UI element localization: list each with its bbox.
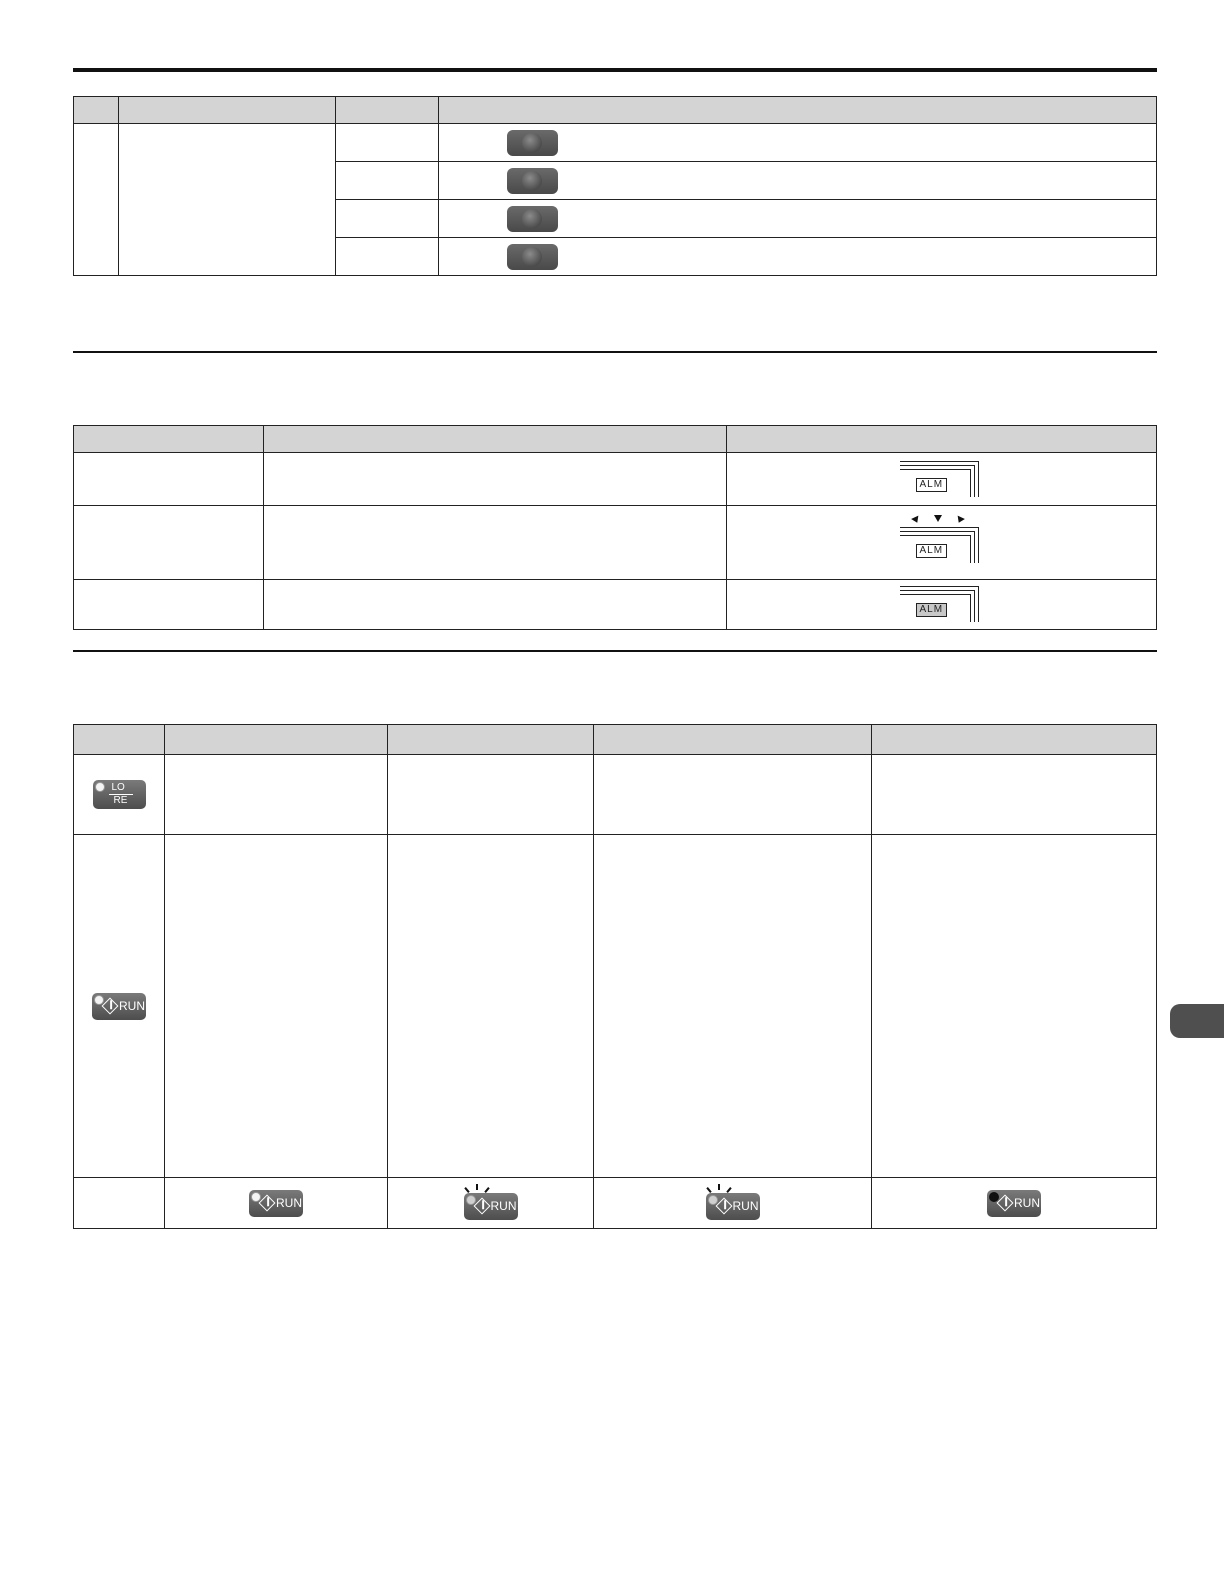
key-table-function-cell	[439, 200, 1157, 238]
alm-table-header-content	[264, 426, 727, 453]
led-icon	[94, 995, 104, 1005]
key-table-function-cell	[439, 124, 1157, 162]
lore-led-cell	[74, 755, 165, 835]
key-table-header-key	[336, 97, 439, 124]
section-rule	[73, 351, 1157, 353]
key-table-function-cell	[439, 162, 1157, 200]
alm-table-header-state	[74, 426, 264, 453]
run-off-cell	[872, 835, 1157, 1178]
led-table-header-flashing	[388, 725, 594, 755]
example-on-cell	[165, 1178, 388, 1229]
key-table-header-no	[74, 97, 119, 124]
lo-re-button[interactable]: $\frac{LO}{RE}$	[93, 780, 146, 809]
key-table-function-cell	[439, 238, 1157, 276]
example-flashing-quickly-cell	[594, 1178, 872, 1229]
led-table-header-on	[165, 725, 388, 755]
key-table	[73, 96, 1157, 276]
key-table-key-cell	[336, 238, 439, 276]
alm-led-table	[73, 425, 1157, 630]
example-off-cell	[872, 1178, 1157, 1229]
run-led-flashing-icon: RUN	[464, 1193, 518, 1220]
example-flashing-cell	[388, 1178, 594, 1229]
run-flashing-quickly-cell	[594, 835, 872, 1178]
run-on-cell	[165, 835, 388, 1178]
run-flashing-cell	[388, 835, 594, 1178]
gray-key-button-icon[interactable]	[507, 244, 558, 270]
lore-on-cell	[165, 755, 388, 835]
alm-illustration-cell	[727, 453, 1157, 506]
alm-illustration-cell	[727, 506, 1157, 580]
key-table-name-cell	[119, 124, 336, 276]
lore-flashing-cell	[388, 755, 594, 835]
key-table-key-cell	[336, 162, 439, 200]
alm-light-off-icon: ALM	[900, 582, 984, 622]
section-rule	[73, 650, 1157, 652]
gray-key-button-icon[interactable]	[507, 130, 558, 156]
run-led-off-icon: RUN	[987, 1190, 1041, 1217]
gray-key-button-icon[interactable]	[507, 168, 558, 194]
run-led-on-icon: RUN	[249, 1190, 303, 1217]
gray-key-button-icon[interactable]	[507, 206, 558, 232]
key-table-key-cell	[336, 124, 439, 162]
alm-content-cell	[264, 506, 727, 580]
key-table-header-name	[119, 97, 336, 124]
led-table-header-led	[74, 725, 165, 755]
alm-state-cell	[74, 580, 264, 630]
alm-state-cell	[74, 453, 264, 506]
lore-off-cell	[872, 755, 1157, 835]
run-led-table	[73, 724, 1157, 1229]
key-table-key-cell	[336, 200, 439, 238]
alm-content-cell	[264, 580, 727, 630]
alm-content-cell	[264, 453, 727, 506]
alm-light-on-icon: ALM	[900, 457, 984, 497]
lore-flashing-quickly-cell	[594, 755, 872, 835]
top-rule	[73, 68, 1157, 72]
run-button[interactable]: RUN	[92, 993, 146, 1020]
alm-state-cell	[74, 506, 264, 580]
run-diamond-icon	[102, 997, 119, 1014]
alm-light-flashing-icon: ALM	[900, 517, 984, 563]
chapter-tab	[1170, 1004, 1224, 1038]
alm-table-header-illustration	[727, 426, 1157, 453]
key-table-header-function	[439, 97, 1157, 124]
key-table-no-cell	[74, 124, 119, 276]
alm-illustration-cell	[727, 580, 1157, 630]
run-led-flashing-quickly-icon: RUN	[706, 1193, 760, 1220]
run-led-cell	[74, 835, 165, 1178]
led-icon	[95, 782, 105, 792]
example-label-cell	[74, 1178, 165, 1229]
led-table-header-flashing-quickly	[594, 725, 872, 755]
led-table-header-off	[872, 725, 1157, 755]
